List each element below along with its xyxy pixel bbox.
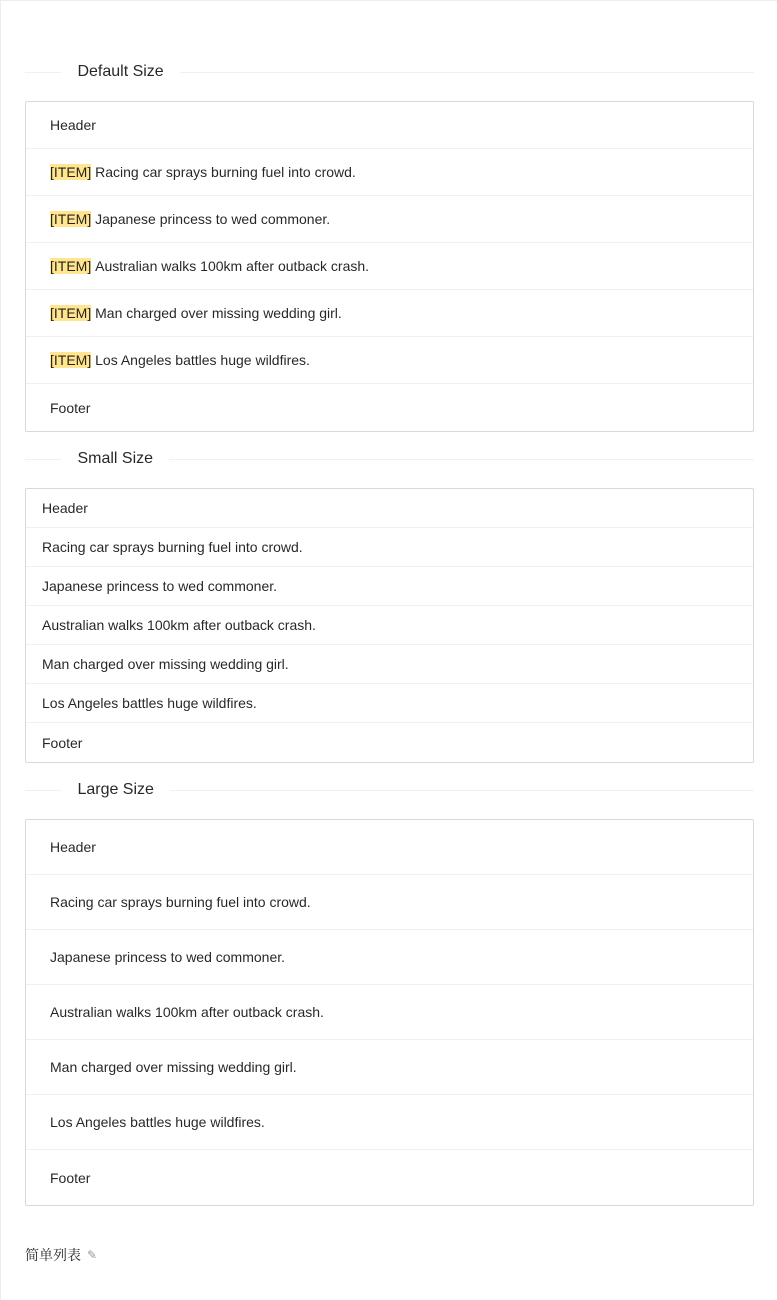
item-text: Racing car sprays burning fuel into crowd.	[50, 894, 311, 910]
item-tag: [ITEM]	[50, 258, 92, 274]
list-item	[26, 875, 753, 930]
section-title: Large Size	[77, 781, 154, 798]
list-item	[26, 985, 753, 1040]
list-item	[26, 645, 753, 684]
item-text: Racing car sprays burning fuel into crowd.	[42, 539, 303, 555]
list-item	[26, 196, 753, 243]
section-divider	[25, 58, 754, 86]
item-text: Japanese princess to wed commoner.	[42, 578, 278, 594]
list-footer-text: Footer	[50, 1169, 91, 1186]
item-text: Man charged over missing wedding girl.	[50, 1059, 297, 1075]
list-footer	[26, 723, 753, 762]
list-item	[26, 930, 753, 985]
item-text: Japanese princess to wed commoner.	[95, 211, 331, 227]
item-text: Los Angeles battles huge wildfires.	[95, 352, 310, 368]
list-item	[26, 1095, 753, 1150]
item-text: Australian walks 100km after outback crash.	[50, 1004, 324, 1020]
item-text: Man charged over missing wedding girl.	[42, 656, 289, 672]
list-footer-text: Footer	[50, 399, 91, 416]
list-item	[26, 337, 753, 384]
item-text: Los Angeles battles huge wildfires.	[42, 695, 257, 711]
item-tag: [ITEM]	[50, 305, 92, 321]
next-demo-title-text: 简单列表	[25, 1247, 81, 1263]
item-tag: [ITEM]	[50, 164, 92, 180]
list-item	[26, 1040, 753, 1095]
item-text: Australian walks 100km after outback crash.	[95, 258, 370, 274]
next-demo-title	[25, 1245, 97, 1265]
item-tag: [ITEM]	[50, 352, 92, 368]
section-small-size	[25, 445, 754, 763]
list-header-text: Header	[42, 500, 88, 516]
item-text: Japanese princess to wed commoner.	[50, 949, 286, 965]
list-footer	[26, 384, 753, 431]
item-text: Los Angeles battles huge wildfires.	[50, 1114, 265, 1130]
list-footer-text: Footer	[42, 734, 83, 751]
edit-icon[interactable]: ✎	[87, 1248, 98, 1262]
item-tag: [ITEM]	[50, 211, 92, 227]
item-text: Man charged over missing wedding girl.	[95, 305, 342, 321]
list-item	[26, 567, 753, 606]
list-item	[26, 243, 753, 290]
list-item	[26, 149, 753, 196]
section-title: Small Size	[77, 450, 154, 467]
section-large-size	[25, 776, 754, 1206]
list-default	[25, 101, 754, 432]
list-header-text: Header	[50, 839, 96, 855]
section-default-size	[25, 58, 754, 432]
list-item	[26, 528, 753, 567]
item-text: Racing car sprays burning fuel into crowd.	[95, 164, 356, 180]
section-divider	[25, 445, 754, 473]
list-header	[26, 102, 753, 149]
list-item	[26, 684, 753, 723]
list-small	[25, 488, 754, 763]
list-footer	[26, 1150, 753, 1205]
list-header	[26, 489, 753, 528]
list-item	[26, 606, 753, 645]
item-text: Australian walks 100km after outback crash.	[42, 617, 316, 633]
list-item	[26, 290, 753, 337]
list-header-text: Header	[50, 117, 96, 133]
section-title: Default Size	[77, 63, 164, 80]
section-divider	[25, 776, 754, 804]
list-header	[26, 820, 753, 875]
list-large	[25, 819, 754, 1206]
